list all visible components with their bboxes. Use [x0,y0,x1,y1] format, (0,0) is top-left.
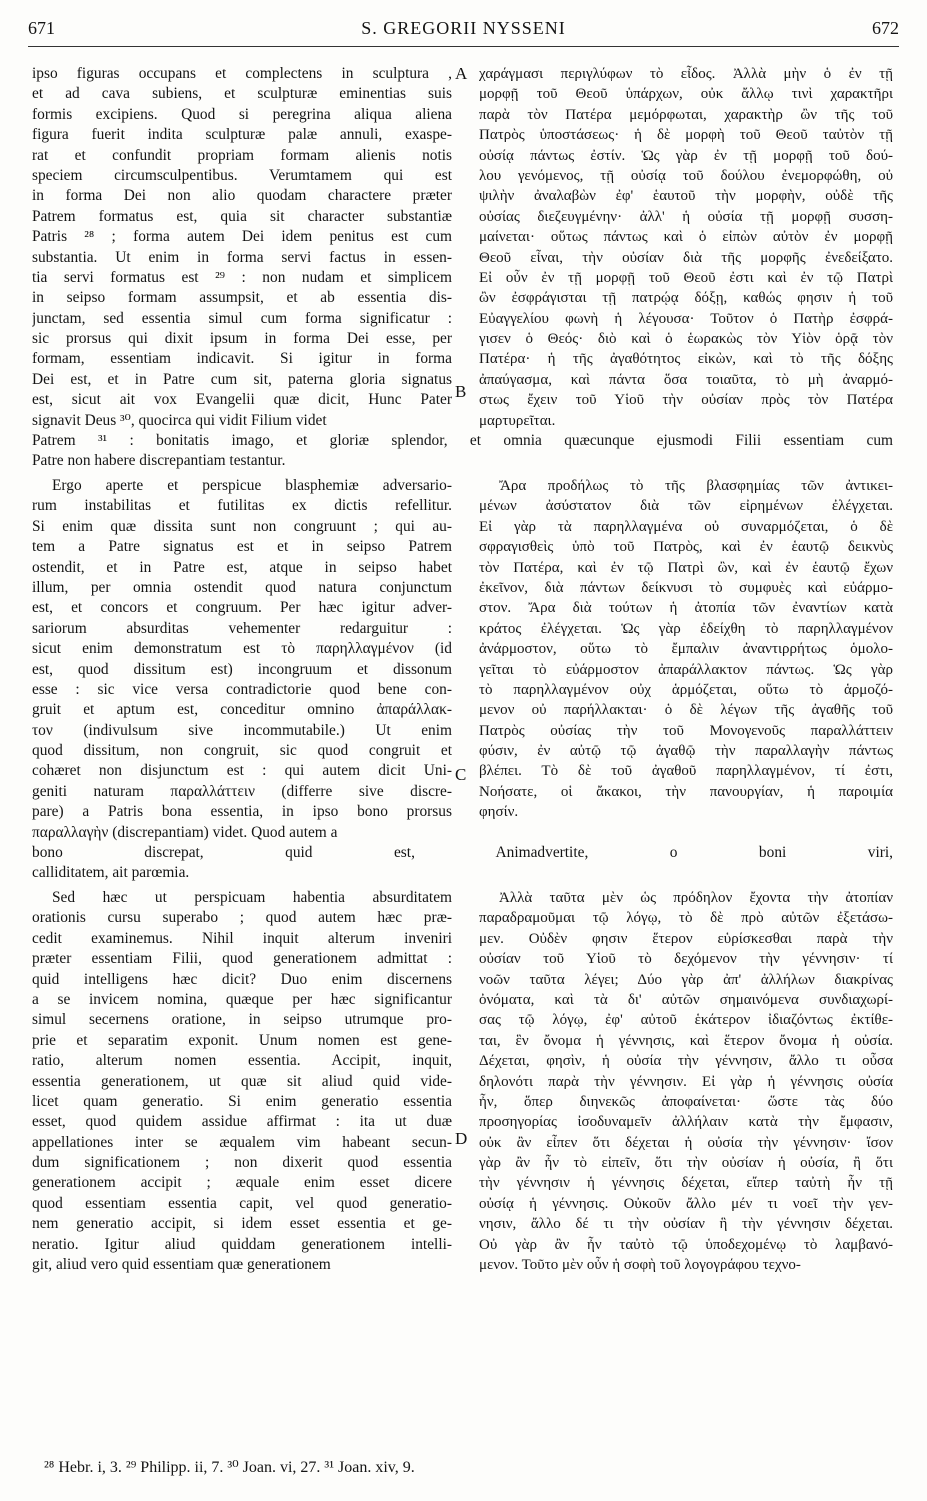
text-line: Patrem ³¹ : bonitatis imago, et gloriæ splendor, et omnia quæcunque ejusmodi Filii essentiam cum [32,432,893,449]
text-line: geniti naturam παραλλάττειν (differre sive discre- [32,782,452,800]
spanning-lines-block-2 [32,843,893,884]
text-line: ἦν, ὅπερ διηνεκῶς ἀποφαίνεται· ὥστε τὰς δύο [479,1093,893,1110]
text-line: Ἄρα προδήλως τὸ τῆς βλασφημίας τῶν ἀντικει- [499,478,893,494]
text-line: dum significationem ; non dixerit quod essentia [32,1154,452,1172]
text-line: ὀνόματα, καὶ τὰ δι' αὐτῶν σημαινόμενα συνδιαχωρί- [479,991,893,1008]
text-line: Ergo aperte et perspicue blasphemiæ adversario- [52,477,452,494]
text-line: et ad cava subiens, et sculpturæ eminentias suis [32,85,452,103]
text-line: Οὐ γὰρ ἂν ἦν ταὐτὸ τῷ ὑποδεχομένῳ τὸ λαμβανό- [479,1236,893,1253]
text-line: οὐσίας διεζευγμένην· ἀλλ' ἡ οὐσία τῇ μορφῇ συσση- [479,208,893,225]
text-line: esse : sic vice versa contradictorie quod bene con- [32,680,452,698]
text-line: tia servi formatus est ²⁹ : non nudam et simplicem [32,268,452,286]
text-line: in seipso formam assumpsit, et ab essentia dis- [32,289,452,307]
text-line: neratio. Igitur aliud quiddam generationem intelli- [32,1235,452,1253]
text-line: μαίνεται· οὕτως πάντως καὶ ὁ εἰπὼν αὐτὸν ἐν μορφῇ [479,229,893,246]
text-line: φησίν. [479,804,519,821]
section-marker-b: B [455,382,467,401]
text-line: Θεοῦ εἶναι, τὴν οὐσίαν διὰ τῆς μορφῆς ἐνεδείξατο. [479,249,893,266]
text-line: essentia generationem, ut quæ sit aliud quid vide- [32,1072,452,1090]
text-line: νοῶν ταῦτα λέγει; Δύο γὰρ ἀπ' ἀλλήλων διακρίνας [479,971,893,988]
text-line: calliditatem, ait parœmia. [32,864,190,882]
text-line: Εἰ γὰρ τὰ παρηλλαγμένα οὐ συναρμόζεται, ὁ δὲ [479,518,893,535]
text-line: gruit et aptum est, conceditur omnino ἀπαράλλακ- [32,701,452,719]
text-line: γὰρ ἂν ἦν τὸ εἰπεῖν, ὅτι τὴν οὐσίαν ἡ οὐσία, ἢ ὅτι [479,1155,893,1172]
text-line: sicut enim demonstratum est τὸ παρηλλαγμένον (id [32,640,452,658]
text-line: μένων ἀσύστατον διὰ τῶν εἰρημένων ἐλέγχεται. [479,498,893,515]
text-line: Εὐαγγελίου φωνὴ ἡ λέγουσα· Τοῦτον ὁ Πατὴρ ἐσφρά- [479,310,893,327]
text-line: orationis cursu superabo ; quod autem hæc præ- [32,909,452,927]
text-line: Πατρὸς ὑποστάσεως· ἡ δὲ μορφὴ τοῦ Θεοῦ ταὐτὸν τῇ [479,127,893,144]
text-line: ἀνάρμοστον, οὕτω τὸ ἔμπαλιν ἀναντιρρήτως ὁμολο- [479,641,893,658]
text-line: ται, ἓν ὄνομα ἡ γέννησις, καὶ ἕτερον ὄνομα ἡ οὐσία. [479,1032,893,1049]
text-line: οὐκ ἂν εἶπεν ὅτι δέχεται ἡ οὐσία τὴν γέννησιν· ἴσον [479,1134,893,1151]
text-line: ἀπαύγασμα, καὶ πάντα ὅσα τοιαῦτα, τὸ μὴ ἀναρμό- [479,371,893,388]
spanning-lines-block-1 [32,431,893,472]
latin-column-block-1 [32,64,452,431]
text-line: γεῖται τὸ εὐάρμοστον ἀπαράλλακτον πάντως. Ὡς γὰρ [479,661,893,678]
text-line: quid intelligens hæc dicit? Duo enim discernens [32,970,452,988]
text-line: tem a Patre signatus est et in seipso Patrem [32,538,452,556]
text-line: χαράγμασι περιγλύφων τὸ εἶδος. Ἀλλὰ μὴν ὁ ἐν τῇ [479,66,893,82]
section-marker-c: C [455,765,467,784]
text-line: μαρτυρεῖται. [479,412,556,429]
text-line: Νοήσατε, οἱ ἄκακοι, τὴν πανουργίαν, ἡ παροιμία [479,783,893,800]
text-line: rat et confundit propriam formam alienis notis [32,146,452,164]
text-line: Sed hæc ut perspicuam habentia absurditatem [52,889,452,906]
text-line: est, quod dissitum est) incongruum et dissonum [32,660,452,678]
greek-column-block-2 [479,476,893,823]
text-line: τὸ παρηλλαγμένον οὐχ ἁρμόζεται, οὕτω τὸ ἁρμοζό- [479,681,893,698]
text-line: στως ἔχειν τοῦ Υἱοῦ τὴν οὐσίαν πρὸς τὸν Πατέρα [479,392,893,409]
text-line: Πατέρα· ἡ τῆς ἀγαθότητος εἰκὼν, καὶ τὸ τῆς δόξης [479,351,893,368]
text-line: προσηγορίας ἰσοδυναμεῖν ἀλλήλαιν κατὰ τὴν ἔμφασιν, [479,1114,893,1131]
text-line: sic prorsus qui dixit ipsum in forma Dei esse, per [32,330,452,348]
header-rule [28,46,899,47]
text-line: βλέπει. Τὸ δὲ τοῦ ἀγαθοῦ παρηλλαγμένον, τί ἐστι, [479,763,893,780]
text-line: in forma Dei non alio quodam charactere præter [32,187,452,205]
text-line: δηλονότι παρὰ τὴν γέννησιν. Εἰ γὰρ ἡ γέννησις οὐσία [479,1073,893,1090]
text-line: pare) a Patris bona essentia, in ipso bono prorsus [32,803,452,821]
text-line: licet quam generatio. Si enim generatio essentia [32,1092,452,1110]
latin-column-block-3 [32,888,452,1275]
text-line: Ἀλλὰ ταῦτα μὲν ὡς πρόδηλον ἔχοντα τὴν ἀτοπίαν [499,890,893,906]
left-page-number: 671 [28,18,55,38]
text-line: formis excipiens. Quod si peregrina aliqua aliena [32,105,452,123]
text-line: speciem circumsculpentibus. Verumtamem qui est [32,166,452,184]
text-line: generationem accipit ; æquale enim esset dicere [32,1174,452,1192]
text-line: νησιν, ἄλλο δέ τι τὴν οὐσίαν ἣ τὴν γέννησιν δέχεται. [479,1216,893,1233]
greek-column-block-3 [479,888,893,1275]
text-line: Patrem formatus est, quia sit character substantiæ [32,207,452,225]
text-line: præter essentiam Filii, quod generationem admittat : [32,950,452,968]
text-line: nem generatio accipit, si idem esset essentia et ge- [32,1215,452,1233]
text-line: est, et concors et congruum. Per hæc igitur adver- [32,599,452,617]
text-line: τον (indivulsum sive incommutabile.) Ut enim [32,721,452,739]
text-line: formam, essentiam indicavit. Si igitur in forma [32,350,452,368]
text-line: prie et separatim exponit. Unum nomen est gene- [32,1031,452,1049]
text-line: bono discrepat, quid est, Animadvertite, o boni viri, [32,844,893,861]
text-line: cedit examinemus. Nihil inquit alterum inveniri [32,929,452,947]
text-line: substantia. Ut enim in forma servi factus in essen- [32,248,452,266]
text-line: ἐκεῖνον, διὰ πάντων δείκνυσι τὸ συμφυὲς καὶ εὐάρμο- [479,579,893,596]
text-line: simul secernens oratione, in seipso utrumque pro- [32,1011,452,1029]
text-line: illum, per omnia ostendit quod natura conjunctum [32,578,452,596]
text-line: οὐσίαν τοῦ Υἱοῦ τὸ δεχόμενον τὴν γέννησιν· τί [479,951,893,968]
text-line: Dei est, et in Patre cum sit, paterna gloria signatus [32,370,452,388]
text-line: signavit Deus ³⁰, quocirca qui vidit Filium videt [32,411,327,429]
text-line: παραδραμοῦμαι τῷ λόγῳ, τὸ δὲ πρὸ αὐτῶν ἐξετάσω- [479,910,893,927]
text-line: τὴν γέννησιν ἡ γέννησις δέχεται, εἴπερ ταὐτὴ ἦν τῇ [479,1175,893,1192]
text-line: Si enim quæ dissita sunt non congruunt ; qui au- [32,517,452,535]
text-line: σφραγισθεὶς ὑπὸ τοῦ Πατρὸς, καὶ ἐν ἑαυτῷ δεικνὺς [479,539,893,556]
text-line: στον. Ἄρα διὰ τούτων ἡ ἀτοπία τῶν ἐναντίων κατὰ [479,600,893,617]
text-line: ipso figuras occupans et complectens in sculptura , [32,65,452,82]
text-line: μορφῇ τοῦ Θεοῦ ὑπάρχων, οὐκ ἄλλῳ τινὶ χαρακτῆρι [479,86,893,103]
text-line: μενον οὐ παρήλλακται· ὁ δὲ λέγων τῆς ἀγαθῆς τοῦ [479,702,893,719]
right-page-number: 672 [872,18,899,38]
text-line: μενον. Τοῦτο μὲν οὖν ἡ σοφὴ τοῦ λογογράφου τεχνο- [479,1257,801,1274]
text-line: quod essentiam essentia capit, vel quod generatio- [32,1194,452,1212]
text-line: git, aliud vero quid essentiam quæ generationem [32,1256,331,1274]
text-line: οὐσίᾳ πάντως ἐστίν. Ὡς γὰρ ἐν τῇ μορφῇ τοῦ δού- [479,147,893,164]
text-line: οὐσίᾳ ἡ γέννησις. Οὐκοῦν ἄλλο μέν τι νοεῖ τὴν γεν- [479,1195,893,1212]
text-line: cohæret non disjunctum est : qui autem dicit Uni- [32,762,452,780]
text-line: a se invicem nomina, quæque per hæc significantur [32,990,452,1008]
running-header [28,18,899,48]
text-line: est, sicut ait vox Evangelii quæ dicit, Hunc Pater [32,391,452,409]
text-line: Πατρὸς οὐσίας τὴν τοῦ Μονογενοῦς παραλλάττειν [479,722,893,739]
text-line: Εἰ οὖν ἐν τῇ μορφῇ τοῦ Θεοῦ ἐστι καὶ ἐν τῷ Πατρὶ [479,269,893,286]
text-line: λου γενόμενος, τῇ οὐσίᾳ τοῦ δούλου ἐνεμορφώθη, οὐ [479,167,893,184]
text-line: φύσιν, ἐν αὐτῷ τῷ ἀγαθῷ τὴν παραλλαγὴν πάντως [479,743,893,760]
text-line: sariorum absurditas vehementer redarguitur : [32,619,452,637]
text-line: esset, quod quidem assidue affirmat : ita ut duæ [32,1113,452,1131]
text-line: ψιλὴν ἀναλαβὼν ἐφ' ἑαυτοῦ τὴν μορφὴν, οὐδὲ τῆς [479,188,893,205]
text-line: παρὰ τὸν Πατέρα μεμόρφωται, χαρακτὴρ ὢν τῆς τοῦ [479,106,893,123]
text-line: Patris ²⁸ ; forma autem Dei idem penitus est cum [32,228,452,246]
text-line: σας τῷ λόγῳ, ἐφ' αὐτοῦ ἑκάτερον ἰδιαζόντως ἐκτίθε- [479,1012,893,1029]
text-line: παραλλαγὴν (discrepantiam) videt. Quod autem a [32,823,338,841]
text-line: Δέχεται, φησὶν, ἡ οὐσία τὴν γέννησιν, ἄλλο τι οὖσα [479,1053,893,1070]
text-line: ὢν ἐσφράγισται τῇ πατρῴᾳ δόξῃ, καθώς φησιν ἡ τοῦ [479,290,893,307]
footnotes: ²⁸ Hebr. i, 3. ²⁹ Philipp. ii, 7. ³⁰ Joan. vi, 27. ³¹ Joan. xiv, 9. [44,1459,415,1476]
text-line: figura fuerit indita sculpturæ palæ annuli, exaspe- [32,126,452,144]
text-line: γισεν ὁ Θεός· διὸ καὶ ὁ ἑωρακὼς τὸν Υἱὸν ὁρᾷ τὸν [479,331,893,348]
section-marker-a: A [455,64,468,83]
text-line: junctam, sed essentia simul cum forma significatur : [32,309,452,327]
text-line: Patre non habere discrepantiam testantur. [32,452,286,470]
text-line: μεν. Οὐδὲν φησιν ἕτερον εὑρίσκεσθαι παρὰ τὴν [479,930,893,947]
section-marker-d: D [455,1129,468,1148]
text-line: rum instabilitas et futilitas ex dictis refellitur. [32,497,452,515]
text-line: ratio, alterum nomen essentia. Accipit, inquit, [32,1052,452,1070]
text-line: κράτος ἐλέγχεται. Ὡς γὰρ ἐδείχθη τὸ παρηλλαγμένον [479,620,893,637]
latin-column-block-2 [32,476,452,843]
text-line: quod dissitum, non congruit, sic quod congruit et [32,742,452,760]
text-line: ostendit, et in Patre est, atque in seipso habet [32,558,452,576]
running-title: S. GREGORII NYSSENI [361,18,566,38]
text-line: appellationes inter se æqualem vim habeant secun- [32,1133,452,1151]
text-line: τὸν Πατέρα, καὶ ἐν τῷ Πατρὶ ὢν, καὶ ἐν ἑαυτῷ ἔχων [479,559,893,576]
greek-column-block-1 [479,64,893,431]
